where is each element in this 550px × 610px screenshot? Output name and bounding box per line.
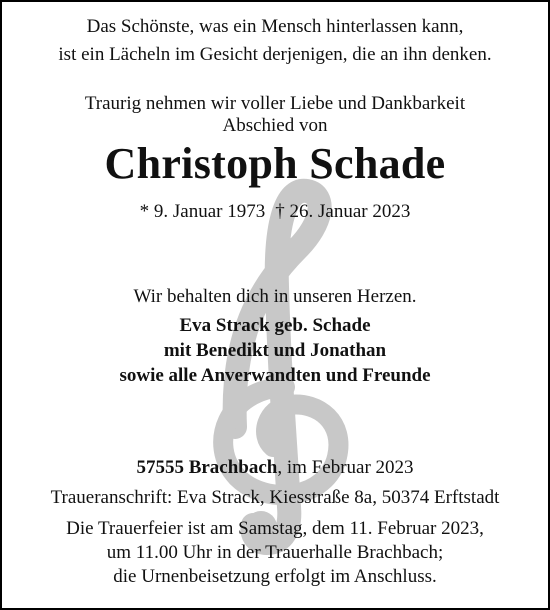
deceased-name: Christoph Schade — [104, 139, 446, 188]
mourner-line-1: Eva Strack geb. Schade — [179, 315, 371, 336]
service-line-3: die Urnenbeisetzung erfolgt im Anschluss. — [113, 566, 437, 587]
farewell-line: Wir behalten dich in unseren Herzen. — [133, 286, 417, 307]
place-name: 57555 Brachbach — [136, 457, 278, 478]
mourner-line-2: mit Benedikt und Jonathan — [163, 340, 387, 361]
intro-line-2: Abschied von — [222, 115, 328, 136]
birth-date: * 9. Januar 1973 — [139, 201, 266, 222]
intro-line-1: Traurig nehmen wir voller Liebe und Dankbarkeit — [84, 93, 466, 114]
life-dates — [2, 201, 548, 223]
quote-line-1: Das Schönste, was ein Mensch hinterlassen kann, — [86, 16, 464, 37]
quote-line-2: ist ein Lächeln im Gesicht derjenigen, die an ihn denken. — [58, 44, 492, 65]
mourning-address: Traueranschrift: Eva Strack, Kiesstraße 8a, 50374 Erftstadt — [50, 487, 500, 508]
notice-date: , im Februar 2023 — [277, 457, 414, 478]
death-date: † 26. Januar 2023 — [275, 201, 411, 222]
mourner-line-3: sowie alle Anverwandten und Freunde — [119, 365, 431, 386]
place-date-line — [2, 457, 548, 479]
service-line-2: um 11.00 Uhr in der Trauerhalle Brachbach; — [106, 542, 444, 563]
service-line-1: Die Trauerfeier ist am Samstag, dem 11. Februar 2023, — [66, 518, 484, 539]
